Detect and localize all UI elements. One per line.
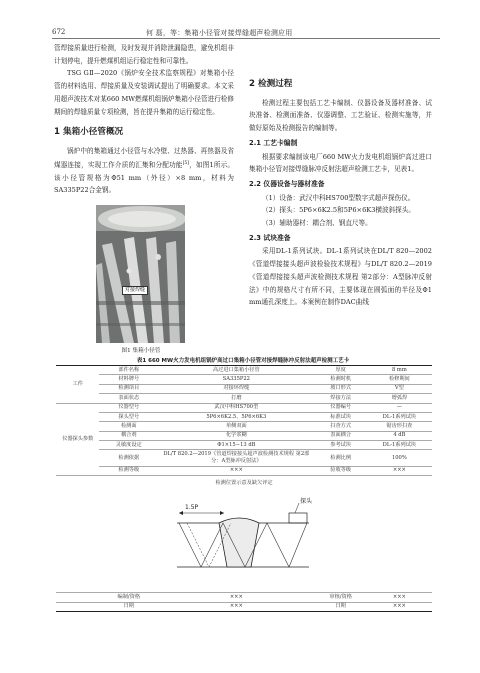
header-pipes-photo <box>96 205 185 343</box>
page-number: 672 <box>52 28 66 36</box>
table-cell: 检修期间 <box>367 375 432 384</box>
dimension-label: 1.5P <box>185 503 199 511</box>
weld-label: 对接焊缝 <box>122 286 148 295</box>
weld-bead <box>219 518 259 567</box>
table-cell: 验收等级 <box>315 466 367 475</box>
table-cell: 高过进口集箱小径管 <box>158 366 314 375</box>
table-cell: 部件名称 <box>99 366 158 375</box>
table-cell: 单侧双面 <box>158 422 314 431</box>
table-cell: V型 <box>367 384 432 393</box>
probe-shape <box>289 513 307 523</box>
table-row <box>56 403 432 412</box>
table-cell: 编制/资格 <box>99 593 158 602</box>
table-cell: 仪器编号 <box>315 403 367 412</box>
table-row <box>56 466 432 475</box>
table-cell: 灵敏度设定 <box>99 441 158 450</box>
table-row <box>56 412 432 421</box>
table-cell: 检测项目 <box>99 384 158 393</box>
section-2-heading: 2 检测过程 <box>249 79 293 89</box>
table-cell <box>56 593 99 602</box>
table-cell: DL-1系列试块 <box>367 412 432 421</box>
table-row <box>56 394 432 403</box>
table-cell: 厚度 <box>315 366 367 375</box>
table-cell: 表面耦合 <box>315 431 367 440</box>
table-row <box>56 384 432 393</box>
table-cell: 增弧焊 <box>367 394 432 403</box>
table-cell: 检测面 <box>99 422 158 431</box>
table-row <box>56 602 432 611</box>
table-cell: 检测等级 <box>99 466 158 475</box>
table-cell: 探头型号 <box>99 412 158 421</box>
table-1-title: 表1 660 MW火力发电机组锅炉高过口集箱小径管对接焊缝脉冲反射法超声检测工艺卡 <box>136 358 350 364</box>
table-cell: 日期 <box>315 602 367 611</box>
table-group-label: 仪器探头参数 <box>56 403 99 476</box>
table-cell: ××× <box>367 593 432 602</box>
right-column <box>249 70 432 309</box>
table-row <box>56 366 432 375</box>
intro-paragraph-1: 管焊接质量进行检测，及时发现并消除泄漏隐患，避免机组非计划停电，提升燃煤机组运行稳定性和可靠性。 <box>54 44 234 65</box>
table-cell: 100% <box>367 450 432 466</box>
table-cell: DL-1系列试块 <box>367 441 432 450</box>
citation-ref: [5] <box>182 160 190 166</box>
table-cell: 耦合剂 <box>99 431 158 440</box>
table-row <box>56 593 432 602</box>
section-1-heading: 1 集箱小径管概况 <box>54 127 124 138</box>
section-2-intro: 检测过程主要包括工艺卡编制、仪器设备及器材准备、试块准备、检测面准备、仪器调整、工艺验证、检测实施等，并做好原始及检测报告的编制等。 <box>249 98 432 133</box>
section-2-1-paragraph: 根据要求编制该电厂660 MW火力发电机组锅炉高过进口集箱小径管对接焊缝脉冲反射法超声检测工艺卡，见表1。 <box>249 152 432 174</box>
section-2-2-heading: 2.2 仪器设备与器材准备 <box>249 179 325 188</box>
section-2-3-heading: 2.3 试块准备 <box>249 233 291 242</box>
table-cell: ××× <box>158 593 314 602</box>
table-row <box>56 422 432 431</box>
table-cell: ××× <box>367 602 432 611</box>
table-cell: 日期 <box>99 602 158 611</box>
table-cell: 检测依据 <box>99 450 158 466</box>
probe-leader <box>295 503 299 513</box>
figure-1-caption: 图1 集箱小径管 <box>121 348 161 354</box>
table-cell: 坡口形式 <box>315 384 367 393</box>
table-cell: DL/T 820.2—2019《管道焊接接头超声波检测技术规程 第2部分：A型脉冲反射法》 <box>158 450 314 466</box>
probe-label: 探头 <box>300 497 313 505</box>
table-cell: 对接环焊缝 <box>158 384 314 393</box>
section-2-3-paragraph: 采用DL-1系列试块。DL-1系列试块在DL/T 820—2002《管道焊接接头超声波检验技术规程》与DL/T 820.2—2019《管道焊接接头超声波检测技术规程 第2部分：A型脉冲反射法》中的规格尺寸有所不同，主要体现在圆弧面的半径及Φ1 mm通孔深度上。本案例在制作DAC曲线 <box>249 247 432 307</box>
section-2-1-heading: 2.1 工艺卡编制 <box>249 138 298 147</box>
table-cell: 化学浆糊 <box>158 431 314 440</box>
diagram-cell <box>56 476 432 593</box>
table-row <box>56 375 432 384</box>
figure-1-photo <box>96 205 185 343</box>
table-cell: 检测比例 <box>315 450 367 466</box>
table-cell: SA335P22 <box>158 375 314 384</box>
table-cell: 4 dB <box>367 431 432 440</box>
table-cell: 8 mm <box>367 366 432 375</box>
table-row <box>56 450 432 466</box>
process-card-table <box>56 365 432 612</box>
weld-inspection-diagram <box>59 487 429 591</box>
equipment-item-3: （3）辅助器材：耦合剂、钢直尺等。 <box>262 219 372 228</box>
table-cell: ××× <box>158 602 314 611</box>
table-cell: 标准试块 <box>315 412 367 421</box>
left-column <box>54 42 234 197</box>
table-cell: Φ1×15−13 dB <box>158 441 314 450</box>
table-cell: 5P6×6K2.5、5P6×6K3 <box>158 412 314 421</box>
diagram-title: 检测位置示意及缺欠评定 <box>215 479 273 486</box>
table-row <box>56 476 432 593</box>
table-cell: 扫查方式 <box>315 422 367 431</box>
section-1-paragraph: 锅炉中的集箱通过小径管与水冷壁、过热器、再热器及省煤器连接，实现工作介质的汇集和分配功能[5]，如图1所示。该小径管规格为Φ51 mm（外径）×8 mm，材料为SA335P22合金钢。 <box>54 146 235 195</box>
header-rule <box>52 38 440 39</box>
table-cell: 材料牌号 <box>99 375 158 384</box>
table-cell: — <box>367 403 432 412</box>
table-cell: 表面状态 <box>99 394 158 403</box>
equipment-item-2: （2）探头：5P6×6K2.5和5P6×6K3横波斜探头。 <box>262 206 415 215</box>
table-cell: 武汉中科HS700型 <box>158 403 314 412</box>
table-row <box>56 441 432 450</box>
table-cell <box>56 602 99 611</box>
table-row <box>56 431 432 440</box>
table-group-label: 工件 <box>56 366 99 404</box>
table-cell: 锯齿形扫查 <box>367 422 432 431</box>
equipment-item-1: （1）设备：武汉中科HS700型数字式超声探伤仪。 <box>262 193 415 202</box>
table-cell: 焊接方法 <box>315 394 367 403</box>
table-cell: 打磨 <box>158 394 314 403</box>
table-cell: 检测时机 <box>315 375 367 384</box>
table-cell: ××× <box>367 466 432 475</box>
table-cell: 仪器型号 <box>99 403 158 412</box>
table-cell: 审核/资格 <box>315 593 367 602</box>
running-title: 何 磊，等：集箱小径管对接焊缝超声检测应用 <box>146 29 293 37</box>
table-cell: 参考试块 <box>315 441 367 450</box>
intro-paragraph-2: TSG GⅡ—2020《锅炉安全技术监察规程》对集箱小径管的材料选用、焊接质量及安装调试提出了明确要求。本文采用超声波技术对某660 MW燃煤机组锅炉集箱小径管进行检修期间的焊缝质量专项检测，旨在提升集箱的运行稳定性。 <box>54 69 234 116</box>
table-cell: ××× <box>158 466 314 475</box>
